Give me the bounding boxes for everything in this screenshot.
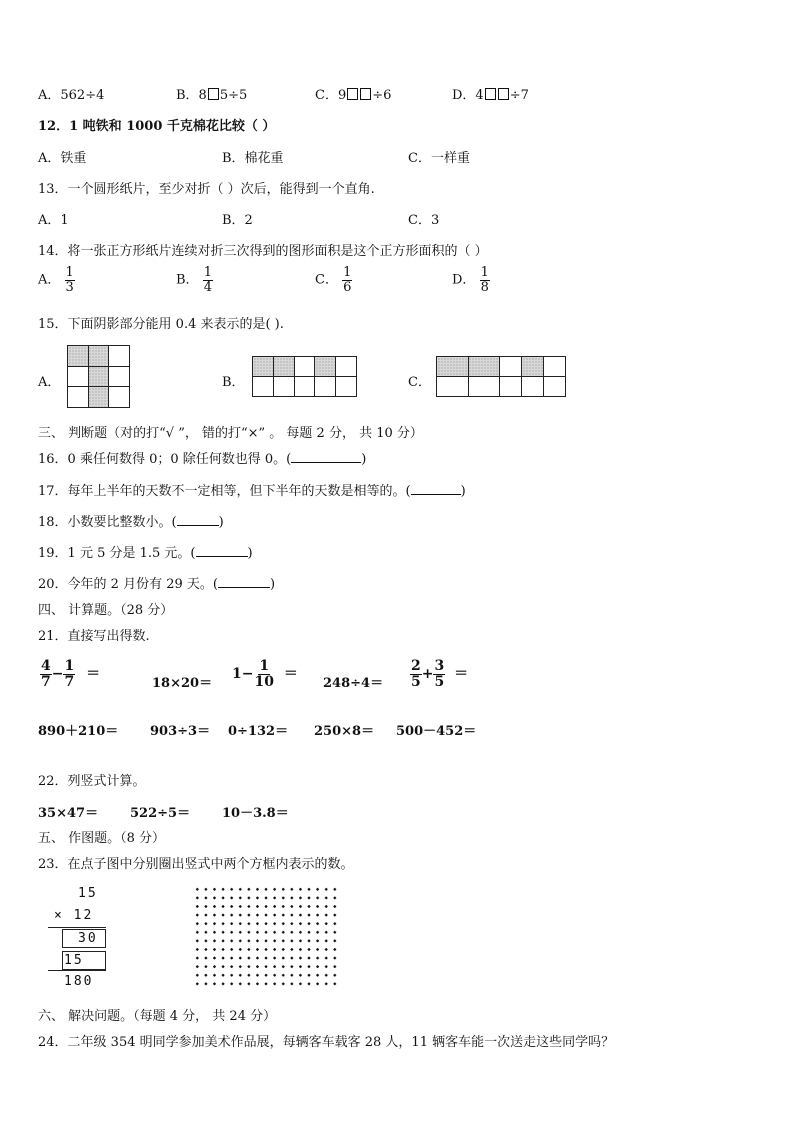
q21-expr-2: 18×20＝ (152, 676, 213, 691)
denominator: 7 (41, 673, 51, 690)
denominator: 4 (203, 279, 212, 295)
q11-option-c-post: ÷6 (372, 88, 392, 103)
q15-option-a-label: A． (38, 375, 61, 390)
section-5-title: 五、 作图题。（8 分） (38, 831, 166, 846)
fraction (433, 659, 445, 689)
equals: ＝ (86, 666, 101, 683)
q15-option-c-label: C． (408, 375, 431, 390)
q12-option-a: A．铁重 (38, 151, 87, 166)
q11-option-b-pre: B．8 (176, 88, 207, 103)
numerator: 3 (434, 658, 445, 674)
q19-text: 19．1 元 5 分是 1.5 元。( (38, 546, 196, 561)
divider-line (48, 927, 106, 928)
section-4-title: 四、 计算题。（28 分） (38, 603, 174, 618)
denominator: 5 (434, 673, 445, 690)
q14-option-b-label: B． (176, 272, 199, 288)
equals: ＝ (283, 666, 298, 683)
q19-close: ) (247, 546, 253, 561)
numerator: 1 (65, 265, 74, 280)
vertical-line-5: 180 (64, 974, 94, 989)
q14-option-c-label: C． (315, 272, 338, 288)
q15-text: 15．下面阴影部分能用 0.4 来表示的是( ). (38, 317, 284, 332)
blank-box-icon (498, 88, 509, 100)
fraction (203, 266, 213, 294)
q22-item-1: 35×47＝ (38, 806, 99, 821)
q20-close: ) (269, 577, 276, 592)
q11-option-d-pre: D．4 (452, 88, 484, 103)
q16-close: ) (361, 452, 367, 467)
operator: − (51, 666, 64, 683)
vertical-line-1: 15 (78, 886, 98, 901)
numerator: 1 (64, 658, 75, 674)
q21-expr-3 (232, 659, 298, 689)
blank-box-icon (485, 88, 496, 100)
q17-text: 17．每年上半年的天数不一定相等，但下半年的天数是相等的。( (38, 484, 411, 499)
q22-item-3: 10－3.8＝ (222, 806, 289, 821)
q15-grid-b (252, 356, 357, 397)
numerator: 1 (259, 658, 270, 674)
numerator: 1 (343, 265, 352, 280)
q11-option-b (176, 84, 247, 103)
blank-box-icon (347, 88, 358, 100)
dot-grid[interactable] (193, 885, 340, 988)
q14-option-d (452, 266, 490, 294)
q21-expr-1 (40, 659, 100, 689)
q11-option-b-post: 5÷5 (219, 88, 248, 103)
denominator: 8 (480, 279, 489, 295)
fraction (65, 266, 75, 294)
q14-option-a-label: A． (38, 272, 61, 288)
answer-blank[interactable] (196, 556, 248, 557)
q24-text: 24．二年级 354 明同学参加美术作品展，每辆客车载客 28 人，11 辆客车能一次送走这些同学吗？ (38, 1035, 615, 1050)
fraction (480, 266, 490, 294)
q21-text: 21．直接写出得数. (38, 629, 150, 644)
q21-row2-expr-1: 890＋210＝ (38, 724, 119, 739)
answer-blank[interactable] (291, 462, 361, 463)
q20 (38, 573, 275, 592)
q21-expr-5 (410, 659, 468, 689)
q11-option-c (315, 84, 391, 103)
divider-line (48, 970, 106, 971)
section-6-title: 六、 解决问题。（每题 4 分， 共 24 分） (38, 1009, 277, 1024)
q21-row2-expr-2: 903÷3＝ (150, 724, 211, 739)
fraction (410, 659, 422, 689)
q17 (38, 480, 466, 499)
fraction (40, 659, 52, 689)
q21-expr-4: 248÷4＝ (323, 676, 384, 691)
q18-close: ) (218, 515, 224, 530)
equals: ＝ (454, 666, 469, 683)
denominator: 6 (343, 279, 352, 295)
section-3-title: 三、 判断题（对的打“√ ”， 错的打“×” 。 每题 2 分， 共 10 分） (38, 426, 423, 441)
q14-option-c (315, 266, 352, 294)
q11-option-d-post: ÷7 (509, 88, 529, 103)
prefix: 1− (232, 666, 254, 683)
q18 (38, 511, 224, 530)
q12-text: 12．1 吨铁和 1000 千克棉花比较（ ） (38, 119, 276, 134)
blank-box-icon (208, 88, 219, 100)
q13-option-c: C．3 (408, 213, 440, 228)
q14-option-d-label: D． (452, 272, 476, 288)
q22-text: 22．列竖式计算。 (38, 774, 146, 789)
denominator: 7 (64, 673, 75, 690)
q21-row2-expr-5: 500－452＝ (396, 724, 477, 739)
q19 (38, 542, 253, 561)
q15-option-b-label: B． (222, 375, 245, 390)
vertical-line-3: 30 (78, 931, 98, 946)
answer-blank[interactable] (411, 494, 461, 495)
q15-grid-c (436, 356, 566, 397)
vertical-line-4: 15 (64, 953, 84, 968)
q21-row2-expr-4: 250×8＝ (314, 724, 375, 739)
q13-text: 13．一个圆形纸片，至少对折（ ）次后，能得到一个直角. (38, 182, 375, 197)
q17-close: ) (460, 484, 466, 499)
q13-option-b: B．2 (222, 213, 253, 228)
numerator: 2 (411, 658, 421, 674)
q23-text: 23．在点子图中分别圈出竖式中两个方框内表示的数。 (38, 857, 354, 872)
q20-text: 20．今年的 2 月份有 29 天。( (38, 577, 218, 592)
numerator: 4 (41, 658, 51, 674)
blank-box-icon (360, 88, 371, 100)
q16-text: 16．0 乘任何数得 0；0 除任何数也得 0。( (38, 452, 292, 467)
q11-option-d (452, 84, 529, 103)
q18-text: 18．小数要比整数小。( (38, 515, 177, 530)
q11-option-a: A．562÷4 (38, 88, 105, 103)
q13-option-a: A．1 (38, 213, 69, 228)
q14-text: 14．将一张正方形纸片连续对折三次得到的图形面积是这个正方形面积的（ ） (38, 244, 488, 259)
denominator: 10 (254, 673, 274, 690)
q12-option-c: C．一样重 (408, 151, 470, 166)
operator: + (421, 666, 434, 683)
denominator: 5 (411, 673, 421, 690)
fraction (63, 659, 75, 689)
numerator: 1 (480, 265, 489, 280)
vertical-line-2: × 12 (54, 908, 94, 923)
q16 (38, 448, 366, 467)
q22-item-2: 522÷5＝ (130, 806, 191, 821)
answer-blank[interactable] (177, 525, 219, 526)
q15-grid-a (67, 345, 130, 408)
q21-row2-expr-3: 0÷132＝ (228, 724, 289, 739)
q11-option-c-pre: C．9 (315, 88, 347, 103)
q14-option-a (38, 266, 75, 294)
numerator: 1 (203, 265, 212, 280)
answer-blank[interactable] (218, 587, 270, 588)
q12-option-b: B．棉花重 (222, 151, 284, 166)
q14-option-b (176, 266, 213, 294)
fraction (342, 266, 352, 294)
fraction (253, 659, 274, 689)
denominator: 3 (65, 279, 74, 295)
